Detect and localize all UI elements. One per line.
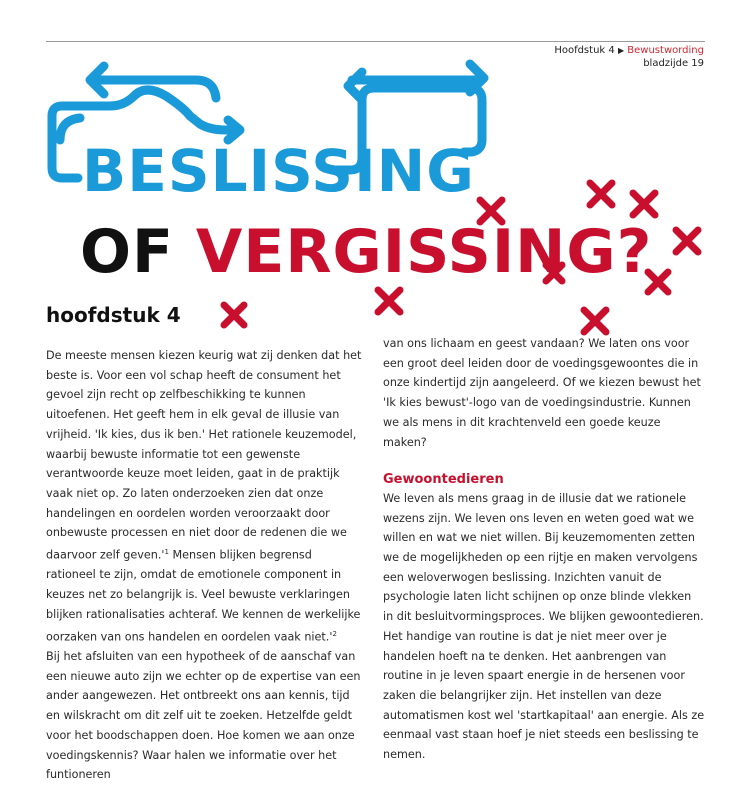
chapter-heading: hoofdstuk 4: [46, 303, 181, 327]
cross-icon: [633, 193, 655, 215]
footnote-ref: 2: [332, 629, 337, 638]
running-head-chapter: Hoofdstuk 4: [554, 45, 615, 56]
title-line-2: [80, 217, 653, 287]
body-paragraph: Bij het afsluiten van een hypotheek of de aanschaf van een nieuwe auto zijn we echter op de expertise van een ander aangewezen. Het ontbreekt ons aan kennis, tijd en wilskracht om dit zelf uit te zoeken. Hetzelfde geldt voor het boodschappen doen. Hoe komen we aan onze voedingskennis? Waar halen we informatie over het funtioneren: [46, 650, 361, 782]
paragraph-text: De meeste mensen kiezen keurig wat zij denken dat het beste is. Voor een vol schap heeft de consument het gevoel zijn recht op zelfbeschikking te kunnen uitoefenen. Het geeft hem in elk geval de illusie van vrijheid. 'Ik kies, dus ik ben.' Het rationele keuzemodel, waarbij bewuste informatie tot een gewenste verantwoorde keuze moet leiden, gaat in de praktijk vaak niet op. Zo laten onderzoeken zien dat onze handelingen en oordelen worden veroorzaakt door onbewuste processen en niet door de redenen die we daarvoor zelf geven.': [46, 349, 362, 562]
left-column: [46, 346, 364, 785]
paragraph-text: Mensen blijken begrensd rationeel te zijn, omdat de emotionele component in keuzes net zo belangrijk is. Veel bewuste verklaringen blijken rationalisaties achteraf. We kennen de werkelijke oorzaken van ons handelen en oordelen vaak niet.': [46, 548, 361, 644]
right-column: [383, 334, 705, 765]
body-paragraph: [46, 346, 364, 647]
title-of: OF: [80, 217, 174, 287]
body-paragraph: We leven als mens graag in de illusie dat we rationele wezens zijn. We leven ons leven en weten goed wat we willen en wat we niet willen. Bij keuzemomenten zetten we de mogelijkheden op een rijtje en maken vervolgens een weloverwogen beslissing. Inzichten vanuit de psychologie laten licht schijnen op onze blinde vlekken in dit besluitvormingsproces. We blijken gewoontedieren. Het handige van routine is dat je niet meer over je handelen hoeft na te denken. Het aanbrengen van routine in je leven spaart energie in de hersenen voor zaken die belangrijker zijn. Het instellen van deze automatismen kost wel 'startkapitaal' aan energie. Als ze eenmaal vast staan hoef je niet steeds een beslissing te nemen.: [383, 491, 705, 762]
footnote-ref: 1: [164, 548, 169, 557]
subheading: Gewoontedieren: [383, 472, 504, 488]
arrow-curl: [60, 118, 80, 140]
cross-icon: [676, 230, 698, 252]
body-paragraph: van ons lichaam en geest vandaan? We laten ons voor een groot deel leiden door de voedingsgewoontes die in onze kindertijd zijn aangeleerd. Of we kiezen bewust het 'Ik kies bewust'-logo van de voedingsindustrie. Kunnen we als mens in dit krachtenveld een goede keuze maken?: [383, 337, 701, 449]
cross-icon: [584, 310, 606, 332]
running-head-section: Bewustwording: [627, 45, 704, 56]
cross-icon: [378, 290, 400, 312]
title-vergissing: VERGISSING?: [195, 217, 653, 287]
page-number: bladzijde 19: [643, 58, 704, 69]
triangle-right-icon: ▶: [617, 46, 625, 55]
cross-icon: [224, 305, 244, 325]
cross-icon: [590, 183, 612, 205]
title-line-1: BESLISSING: [82, 137, 475, 205]
